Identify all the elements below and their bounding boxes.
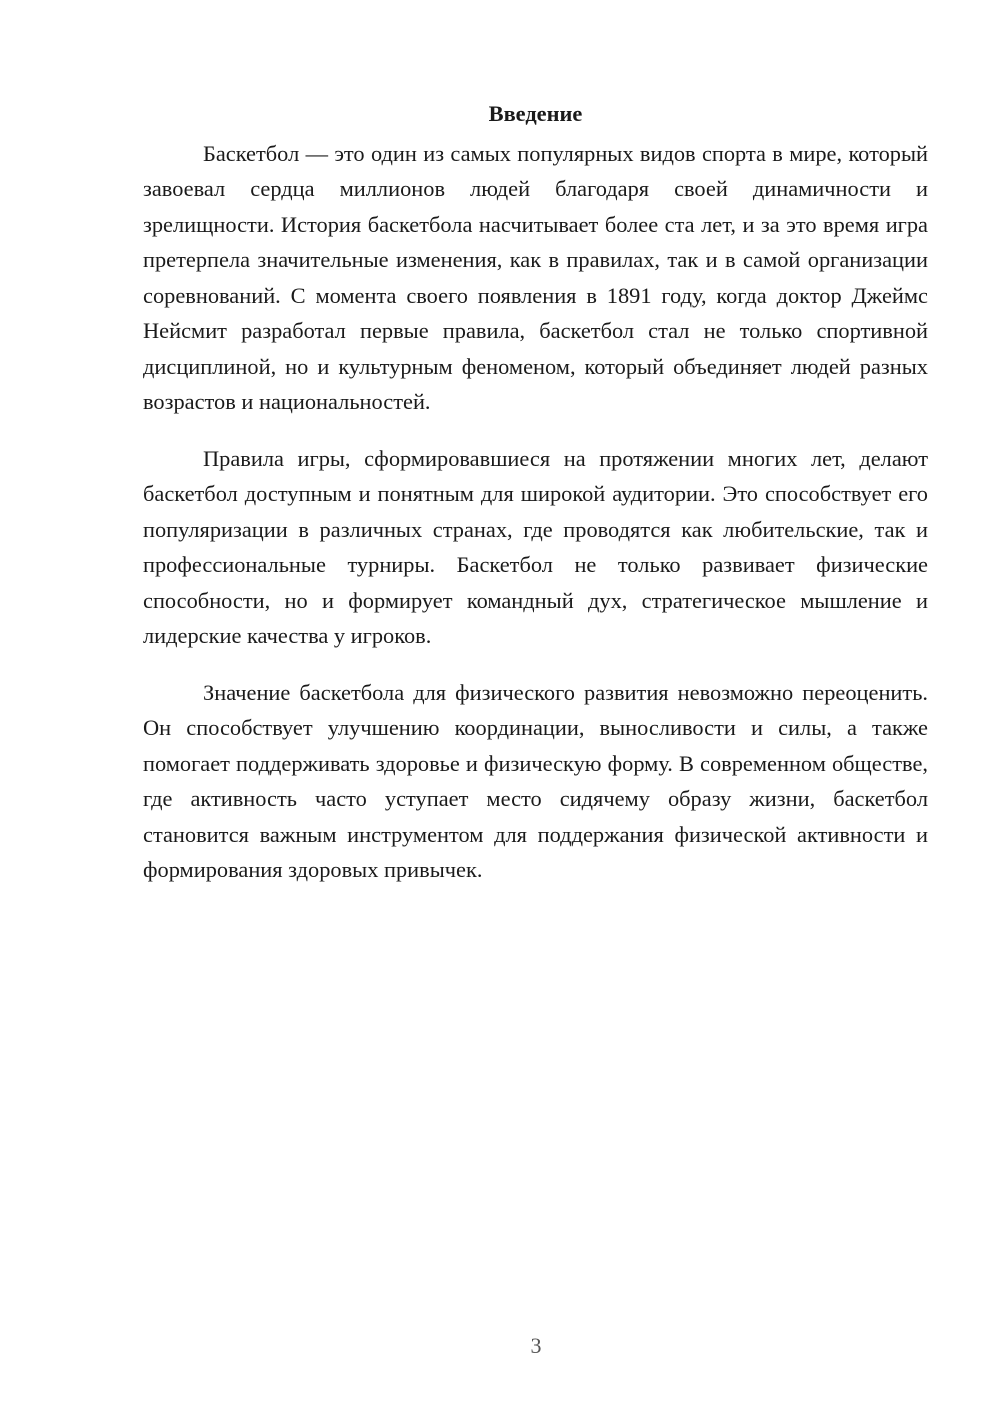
paragraph-2: Правила игры, сформировавшиеся на протяжении многих лет, делают баскетбол доступным и понятным для широкой аудитории. Это способствует его популяризации в различных странах, где проводятся как любительские, так и профессиональные турниры. Баскетбол не только развивает физические способности, но и формирует командный дух, стратегическое мышление и лидерские качества у игроков. <box>143 445 928 648</box>
paragraph-3: Значение баскетбола для физического развития невозможно переоценить. Он способствует улучшению координации, выносливости и силы, а также помогает поддерживать здоровье и физическую форму. В современном обществе, где активность часто уступает место сидячему образу жизни, баскетбол становится важным инструментом для поддержания физической активности и формирования здоровых привычек. <box>143 679 928 882</box>
page-number: 3 <box>530 1333 542 1358</box>
paragraph-1: Баскетбол — это один из самых популярных видов спорта в мире, который завоевал сердца миллионов людей благодаря своей динамичности и зрелищности. История баскетбола насчитывает более ста лет, и за это время игра претерпела значительные изменения, как в правилах, так и в самой организации соревнований. С момента своего появления в 1891 году, когда доктор Джеймс Нейсмит разработал первые правила, баскетбол стал не только спортивной дисциплиной, но и культурным феноменом, который объединяет людей разных возрастов и национальностей. <box>143 140 928 414</box>
section-title: Введение <box>488 101 583 126</box>
page-content <box>143 96 928 909</box>
